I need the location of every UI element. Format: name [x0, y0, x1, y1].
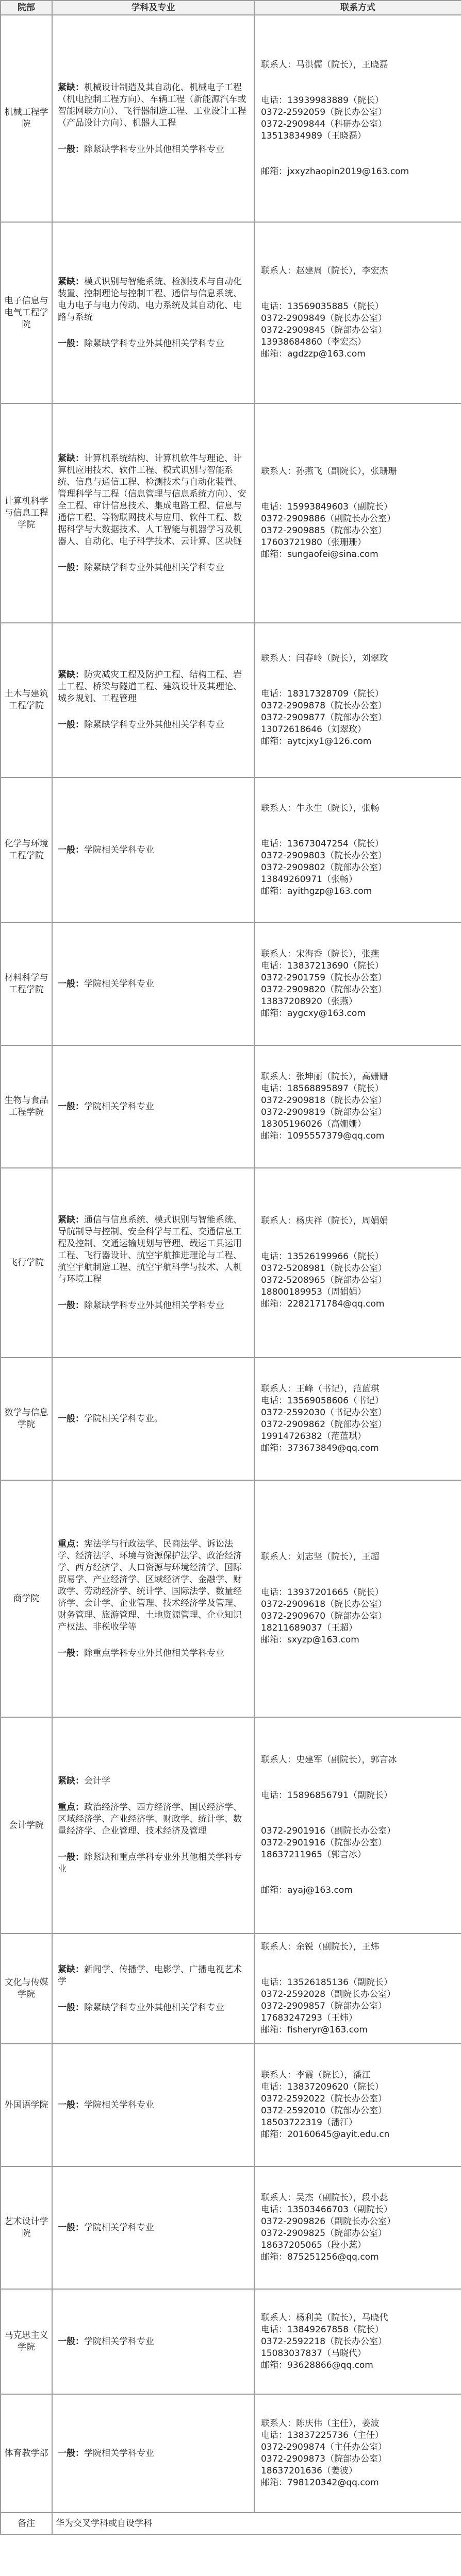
contact-cell	[254, 2394, 461, 2513]
contact-line: 联系人：牛永生（院长），张畅	[261, 803, 380, 814]
contact-line: 0372-2592010（院部办公室）	[261, 2106, 387, 2116]
header-contact: 联系方式	[254, 1, 461, 15]
contact-email[interactable]: 邮箱：aytcjxy1@126.com	[261, 736, 372, 747]
subject-cell	[52, 2044, 254, 2166]
contact-line: 0372-2909670（院部办公室）	[261, 1611, 387, 1621]
subject-block	[58, 1852, 249, 1875]
subject-cell	[52, 15, 254, 222]
subject-block	[58, 1648, 249, 1659]
table-row	[1, 2394, 461, 2513]
contact-cell	[254, 2044, 461, 2166]
contact-line: 联系人：李霞（院长），潘江	[261, 2070, 371, 2080]
subject-text: 除紧缺学科专业外其他相关学科专业	[84, 720, 224, 730]
contact-line: 17603721980（张珊珊）	[261, 537, 366, 548]
subject-label: 一般：	[58, 562, 84, 573]
subject-label: 重点：	[58, 1538, 84, 1549]
contact-line: 13849260971（张畅）	[261, 874, 357, 885]
contact-line: 0372-2909826（副院长办公室）	[261, 2216, 396, 2227]
contact-gap	[261, 478, 455, 501]
contact-cell	[254, 2166, 461, 2289]
subject-text: 学院相关学科专业	[84, 978, 154, 989]
subject-text: 模式识别与智能系统、检测技术与自动化装置、控制理论与控制工程、通信与信息系统、电力电子与电力传动、电力系统及其自动化、电路与系统	[58, 276, 242, 323]
contact-line: 联系人：吴杰（副院长），段小蕊	[261, 2193, 388, 2203]
subject-label: 紧缺：	[58, 1964, 84, 1975]
subject-label: 一般：	[58, 2002, 84, 2013]
dept-cell: 数学与信息学院	[1, 1358, 52, 1480]
subject-label: 一般：	[58, 2099, 84, 2110]
table-row	[1, 222, 461, 403]
contact-line: 13072618646（刘翠玫）	[261, 724, 366, 735]
contact-line: 0372-2901916（院部办公室）	[261, 1838, 387, 1848]
contact-line: 电话：13673047254（院长）	[261, 839, 384, 849]
contact-line: 13837208920（张燕）	[261, 996, 357, 1007]
contact-line: 0372-2592028（副院长办公室）	[261, 1989, 396, 1999]
subject-block	[58, 1300, 249, 1312]
contact-line: 18503722319（潘江）	[261, 2117, 357, 2128]
subject-text: 防灾减灾工程及防护工程、结构工程、岩土工程、桥梁与隧道工程、建筑设计及其理论、城乡规划、工程管理	[58, 670, 242, 704]
subject-cell	[52, 1358, 254, 1480]
dept-cell: 艺术设计学院	[1, 2166, 52, 2289]
subject-text: 学院相关学科专业	[84, 2099, 154, 2110]
contact-gap	[261, 1802, 455, 1825]
contact-gap	[261, 1861, 455, 1885]
contact-line: 18637205065（段小蕊）	[261, 2240, 366, 2250]
table-row	[1, 2289, 461, 2394]
contact-line: 0372-2909802（院部办公室）	[261, 862, 387, 873]
contact-cell	[254, 777, 461, 923]
contact-line: 0372-2909618（院长办公室）	[261, 1599, 387, 1609]
contact-email[interactable]: 邮箱：sungaofei@sina.com	[261, 549, 378, 560]
contact-line: 0372-2592022（院长办公室）	[261, 2094, 387, 2104]
subject-label: 一般：	[58, 144, 84, 155]
subject-block	[58, 2448, 249, 2460]
dept-cell: 机械工程学院	[1, 15, 52, 222]
subject-block	[58, 2099, 249, 2111]
table-row	[1, 15, 461, 222]
subject-block	[58, 978, 249, 990]
subject-text: 新闻学、传播学、电影学、广播电视艺术学	[58, 1964, 242, 1987]
subject-text: 学院相关学科专业。	[84, 1413, 163, 1424]
contact-line: 17683247293（王炜）	[261, 2013, 357, 2023]
note-row	[1, 2513, 461, 2534]
contact-line: 0372-2592030（书记办公室）	[261, 1408, 387, 1418]
contact-line: 0372-2909885（院部办公室）	[261, 526, 387, 536]
contact-line: 0372-2909849（院长办公室）	[261, 313, 387, 324]
contact-email[interactable]: 邮箱：agdzzp@163.com	[261, 349, 366, 359]
subject-label: 重点：	[58, 1802, 84, 1812]
subject-label: 一般：	[58, 2448, 84, 2459]
dept-cell: 商学院	[1, 1480, 52, 1717]
subject-text: 政治经济学、西方经济学、国民经济学、区域经济学、产业经济学、财政学、统计学、数量经济学、企业管理、技术经济及管理	[58, 1802, 242, 1836]
dept-cell: 材料科学与工程学院	[1, 923, 52, 1045]
table-row	[1, 2044, 461, 2166]
contact-line: 电话：13503466703（副院长）	[261, 2205, 392, 2215]
contact-email[interactable]: 邮箱：373673849@qq.com	[261, 1443, 379, 1453]
table-row	[1, 1934, 461, 2044]
subject-label: 一般：	[58, 338, 84, 349]
subject-block	[58, 669, 249, 705]
contact-line: 19914726382（范蓝琪）	[261, 1431, 366, 1442]
subject-text: 宪法学与行政法学、民商法学、诉讼法学、经济法学、环境与资源保护法学、政治经济学、西方经济学、人口资源与环境经济学、国际贸易学、产业经济学、区域经济学、金融学、财政学、劳动经济学、统计学、国际法学、数量经济学、会计学、企业管理、技术经济学及管理、财务管理、旅游管理、土地资源管理、企业知识产权法、非税收学等	[58, 1538, 242, 1632]
contact-gap	[261, 1766, 455, 1790]
contact-line: 0372-2909845（院部办公室）	[261, 325, 387, 335]
contact-line: 电话：13526185136（副院长）	[261, 1977, 392, 1988]
table-row	[1, 1168, 461, 1358]
contact-cell	[254, 923, 461, 1045]
contact-email[interactable]: 邮箱：2282171784@qq.com	[261, 1299, 385, 1309]
contact-line: 0372-2901916（副院长办公室）	[261, 1826, 396, 1836]
table-row	[1, 2166, 461, 2289]
note-label: 备注	[1, 2513, 52, 2534]
contact-line: 联系人：杨利美（院长），马晓代	[261, 2312, 388, 2323]
dept-cell: 土木与建筑工程学院	[1, 623, 52, 777]
subject-text: 会计学	[84, 1776, 110, 1786]
contact-line: 电话：18568895897（院长）	[261, 1083, 384, 1094]
subject-label: 紧缺：	[58, 1776, 84, 1786]
contact-line: 0372-2909862（院部办公室）	[261, 1419, 387, 1430]
contact-cell	[254, 2289, 461, 2394]
contact-line: 电话：13837225736（主任）	[261, 2430, 384, 2441]
subject-block	[58, 1214, 249, 1285]
contact-line: 0372-2909825（院部办公室）	[261, 2228, 387, 2239]
contact-line: 0372-2592218（院长办公室）	[261, 2336, 387, 2347]
contact-line: 电话：13837213690（院长）	[261, 961, 384, 971]
subject-block	[58, 82, 249, 129]
contact-line: 18211689037（王超）	[261, 1623, 357, 1633]
subject-text: 除紧缺学科专业外其他相关学科专业	[84, 562, 224, 573]
contact-line: 联系人：张坤丽（院长），高姗姗	[261, 1072, 388, 1082]
subject-label: 一般：	[58, 2336, 84, 2347]
contact-line: 电话：13526199966（院长）	[261, 1251, 384, 1262]
dept-cell: 会计学院	[1, 1717, 52, 1934]
subject-block	[58, 844, 249, 856]
contact-line: 电话：13569058606（书记）	[261, 1396, 384, 1406]
subject-block	[58, 1538, 249, 1633]
contact-gap	[261, 71, 455, 95]
subject-text: 除紧缺学科专业外其他相关学科专业	[84, 1300, 224, 1311]
contact-line: 联系人：刘志坚（院长），王超	[261, 1552, 380, 1562]
subject-label: 一般：	[58, 844, 84, 855]
contact-cell	[254, 1934, 461, 2044]
table-row	[1, 1358, 461, 1480]
contact-line: 电话：13849267858（院长）	[261, 2324, 384, 2335]
contact-line: 0372-2909873（院部办公室）	[261, 2454, 387, 2464]
subject-cell	[52, 403, 254, 623]
contact-email[interactable]: 邮箱：fisheryr@163.com	[261, 2025, 368, 2035]
contact-line: 联系人：王峰（书记），范蓝琪	[261, 1384, 380, 1394]
contact-line: 电话：13937201665（院长）	[261, 1587, 384, 1598]
subject-block	[58, 1413, 249, 1425]
contact-line: 0372-2909803（院长办公室）	[261, 851, 387, 861]
subject-cell	[52, 623, 254, 777]
subject-text: 除紧缺学科专业外其他相关学科专业	[84, 2002, 224, 2013]
subject-text: 学院相关学科专业	[84, 1101, 154, 1112]
contact-line: 18305196026（高姗姗）	[261, 1119, 366, 1129]
subject-block	[58, 1775, 249, 1787]
contact-line: 0372-2909844（科研办公室）	[261, 119, 387, 129]
contact-email[interactable]: 邮箱：ayithgzp@163.com	[261, 886, 372, 896]
subject-text: 通信与信息系统、模式识别与智能系统、导航制导与控制、安全科学与工程、交通信息工程及控制、交通运输规划与管理、载运工具运用工程、飞行器设计、航空宇航推进理论与工程、航空宇航制造工程、航空宇航科学与技术、人机与环境工程	[58, 1214, 242, 1284]
contact-email[interactable]: 邮箱：93628866@qq.com	[261, 2360, 373, 2370]
contact-email[interactable]: 邮箱：1095557379@qq.com	[261, 1131, 385, 1141]
contact-line: 电话：15896856791（副院长）	[261, 1790, 392, 1801]
contact-line: 0372-2909874（主任办公室）	[261, 2442, 387, 2452]
subject-text: 机械设计制造及其自动化、机械电子工程（机电控制工程方向）、车辆工程（新能源汽车或智能网联方向）、飞行器制造工程、工业设计工程（产品设计方向）、机器人工程	[58, 82, 246, 128]
subject-text: 除紧缺学科专业外其他相关学科专业	[84, 338, 224, 349]
dept-cell: 体育教学部	[1, 2394, 52, 2513]
contact-line: 联系人：杨庆祥（院长），周娟娟	[261, 1216, 388, 1226]
subject-cell	[52, 2166, 254, 2289]
contact-cell	[254, 222, 461, 403]
contact-line: 0372-2909857（院部办公室）	[261, 2001, 387, 2011]
contact-line: 联系人：宋海香（院长），张燕	[261, 949, 380, 959]
subject-cell	[52, 1717, 254, 1934]
contact-cell	[254, 1168, 461, 1358]
table-row	[1, 1717, 461, 1934]
dept-cell: 生物与食品工程学院	[1, 1045, 52, 1168]
contact-email[interactable]: 邮箱：sxyzp@163.com	[261, 1635, 359, 1645]
table-row	[1, 1045, 461, 1168]
contact-line: 联系人：陈庆伟（主任），姜波	[261, 2418, 380, 2429]
contact-gap	[261, 1953, 455, 1977]
contact-line: 0372-5208981（院长办公室）	[261, 1263, 387, 1274]
subject-block	[58, 1101, 249, 1113]
subject-block	[58, 562, 249, 574]
contact-cell	[254, 1480, 461, 1717]
dept-cell: 飞行学院	[1, 1168, 52, 1358]
contact-email[interactable]: 邮箱：20160645@ayit.edu.cn	[261, 2129, 390, 2140]
contact-line: 联系人：马洪儒（院长），王晓磊	[261, 60, 388, 70]
dept-cell: 计算机科学与信息工程学院	[1, 403, 52, 623]
subject-block	[58, 338, 249, 350]
contact-line: 联系人：闫春岭（院长），刘翠玫	[261, 653, 388, 664]
table-header-row	[1, 1, 461, 15]
subject-label: 紧缺：	[58, 670, 84, 680]
subject-cell	[52, 1480, 254, 1717]
subject-cell	[52, 2394, 254, 2513]
table-row	[1, 777, 461, 923]
contact-line: 联系人：余锐（副院长），王炜	[261, 1942, 380, 1952]
contact-line: 0372-2901759（院长办公室）	[261, 973, 387, 983]
dept-cell: 外国语学院	[1, 2044, 52, 2166]
subject-cell	[52, 222, 254, 403]
contact-cell	[254, 1717, 461, 1934]
subject-block	[58, 2002, 249, 2014]
contact-line: 13513834989（王晓磊）	[261, 131, 366, 141]
subject-label: 一般：	[58, 720, 84, 730]
subject-block	[58, 276, 249, 324]
contact-line: 13938684860（李宏杰）	[261, 337, 366, 347]
subject-label: 一般：	[58, 1852, 84, 1862]
subject-block	[58, 144, 249, 156]
subject-label: 一般：	[58, 2222, 84, 2233]
contact-cell	[254, 1045, 461, 1168]
contact-gap	[261, 815, 455, 838]
contact-gap	[261, 142, 455, 166]
subject-block	[58, 1802, 249, 1837]
subject-text: 学院相关学科专业	[84, 844, 154, 855]
subject-cell	[52, 777, 254, 923]
subject-label: 一般：	[58, 1101, 84, 1112]
dept-cell: 电子信息与电气工程学院	[1, 222, 52, 403]
contact-line: 0372-5208965（院部办公室）	[261, 1275, 387, 1285]
contact-cell	[254, 623, 461, 777]
contact-email[interactable]: 邮箱：ayaj@163.com	[261, 1885, 353, 1895]
subject-text: 计算机系统结构、计算机软件与理论、计算机应用技术、软件工程、模式识别与智能系统、信息与通信工程、检测技术与自动化装置、管理科学与工程（信息管理与信息系统方向）、安全工程、审计信息技术、集成电路工程、信息与通信工程、等物联网技术与应用、软件工程、数据科学与大数据技术、人工智能与机器学习及机器人、自动化、电子科学技术、云计算、区块链	[58, 453, 246, 547]
contact-cell	[254, 403, 461, 623]
contact-email[interactable]: 邮箱：875251256@qq.com	[261, 2252, 379, 2262]
subject-cell	[52, 2289, 254, 2394]
contact-line: 联系人：史建军（副院长），郭言冰	[261, 1755, 397, 1765]
contact-line: 电话：18317328709（院长）	[261, 689, 384, 699]
dept-cell: 马克思主义学院	[1, 2289, 52, 2394]
subject-text: 除紧缺和重点学科专业外其他相关学科专业	[58, 1852, 242, 1874]
table-body	[1, 15, 461, 2534]
contact-line: 18637211965（郭言冰）	[261, 1850, 366, 1860]
contact-line: 0372-2909886（副院长办公室）	[261, 514, 396, 524]
dept-cell: 文化与传媒学院	[1, 1934, 52, 2044]
contact-line: 0372-2592059（院长办公室）	[261, 107, 387, 117]
subject-cell	[52, 1168, 254, 1358]
header-subject: 学科及专业	[52, 1, 254, 15]
subject-text: 学院相关学科专业	[84, 2448, 154, 2459]
contact-line: 0372-2909877（院部办公室）	[261, 713, 387, 723]
contact-line: 电话：13939983889（院长）	[261, 95, 384, 106]
table-row	[1, 403, 461, 623]
contact-line: 0372-2909818（院长办公室）	[261, 1095, 387, 1106]
contact-email[interactable]: 邮箱：798120342@qq.com	[261, 2478, 379, 2488]
contact-email[interactable]: 邮箱：jxxyzhaopin2019@163.com	[261, 166, 409, 177]
contact-cell	[254, 1358, 461, 1480]
contact-line: 电话：13569035885（院长）	[261, 301, 384, 312]
contact-line: 0372-2909878（院长办公室）	[261, 701, 387, 711]
subject-block	[58, 1964, 249, 1988]
subject-cell	[52, 923, 254, 1045]
contact-line: 0372-2909820（院部办公室）	[261, 985, 387, 995]
table-row	[1, 623, 461, 777]
subject-cell	[52, 1045, 254, 1168]
contact-email[interactable]: 邮箱：aygcxy@163.com	[261, 1008, 366, 1019]
subject-label: 紧缺：	[58, 1214, 84, 1225]
subject-label: 一般：	[58, 1648, 84, 1658]
table-row	[1, 1480, 461, 1717]
subject-label: 紧缺：	[58, 276, 84, 287]
subject-label: 一般：	[58, 978, 84, 989]
contact-line: 电话：13837209620（院长）	[261, 2082, 384, 2092]
contact-line: 18800189953（周娟娟）	[261, 1287, 366, 1297]
subject-block	[58, 2336, 249, 2348]
contact-line: 15083037837（马晓代）	[261, 2348, 366, 2359]
subject-block	[58, 2222, 249, 2234]
contact-gap	[261, 1227, 455, 1251]
contact-line: 联系人：孙燕飞（副院长），张珊珊	[261, 466, 397, 477]
subject-label: 紧缺：	[58, 82, 84, 93]
dept-cell: 化学与环境工程学院	[1, 777, 52, 923]
subject-label: 一般：	[58, 1413, 84, 1424]
contact-gap	[261, 1563, 455, 1587]
subject-cell	[52, 1934, 254, 2044]
subject-label: 紧缺：	[58, 453, 84, 464]
note-text: 华为交叉学科或自设学科	[52, 2513, 461, 2534]
subject-text: 除重点学科专业外其他相关学科专业	[84, 1648, 224, 1658]
contact-gap	[261, 277, 455, 301]
contact-line: 0372-2909819（院部办公室）	[261, 1107, 387, 1117]
subject-label: 一般：	[58, 1300, 84, 1311]
subject-text: 学院相关学科专业	[84, 2222, 154, 2233]
subject-block	[58, 453, 249, 548]
subject-block	[58, 719, 249, 731]
table-row	[1, 923, 461, 1045]
contact-line: 联系人：赵建周（院长），李宏杰	[261, 266, 388, 276]
subject-text: 学院相关学科专业	[84, 2336, 154, 2347]
contact-line: 18637201636（姜波）	[261, 2466, 357, 2476]
contact-cell	[254, 15, 461, 222]
header-dept: 院部	[1, 1, 52, 15]
contact-gap	[261, 665, 455, 688]
subject-text: 除紧缺学科专业外其他相关学科专业	[84, 144, 224, 155]
contact-line: 电话：15993849603（副院长）	[261, 502, 392, 512]
